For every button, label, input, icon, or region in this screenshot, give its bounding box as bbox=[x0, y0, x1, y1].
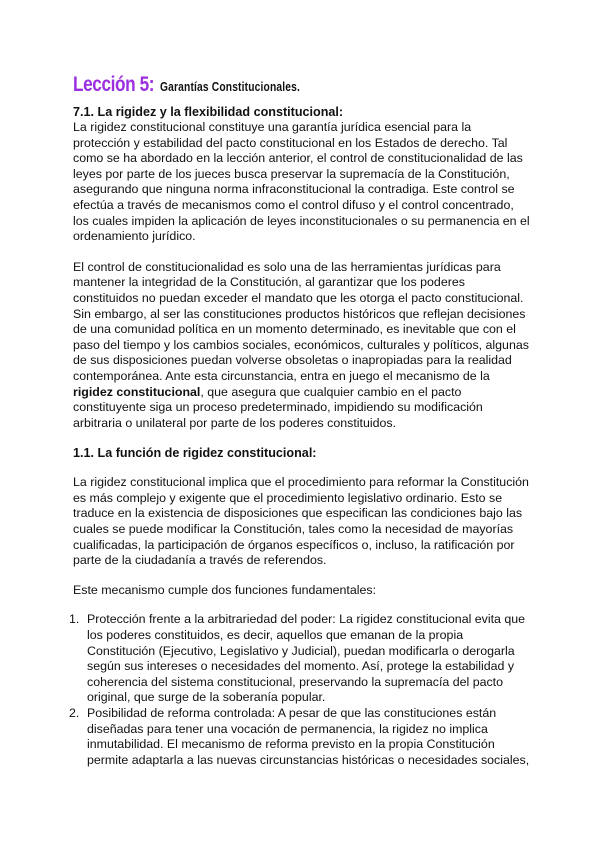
paragraph-procedimiento-reforma: La rigidez constitucional implica que el procedimiento para reformar la Constitución es más complejo y exigente que el procedimiento legislativo ordinario. Esto se traduce en la existencia de disposiciones que especifican las condiciones bajo las cuales se puede modificar la Constitución, tales como la necesidad de mayorías cualificadas, la participación de órganos específicos o, incluso, la ratificación por parte de la ciudadanía a través de referendos. bbox=[73, 475, 529, 568]
paragraph-spacer bbox=[73, 431, 531, 445]
paragraph-funciones-intro: Este mecanismo cumple dos funciones fundamentales: bbox=[73, 582, 377, 597]
paragraph-control-constitucionalidad bbox=[73, 260, 531, 432]
paragraph-spacer bbox=[73, 245, 531, 260]
lesson-title bbox=[73, 74, 531, 98]
lesson-subtitle: Garantías Constitucionales. bbox=[159, 80, 300, 94]
page-content bbox=[69, 73, 531, 768]
paragraph-spacer bbox=[73, 569, 531, 583]
paragraph-rigidez-intro: La rigidez constitucional constituye una garantía jurídica esencial para la protección y estabilidad del pacto constitucional en los Estados de derecho. Tal como se ha abordado en la lección anterior, el control de constitucionalidad de las leyes por parte de los jueces busca preservar la supremacía de la Constitución, asegurando que ninguna norma infraconstitucional la contradiga. Este control se efectúa a través de mecanismos como el control difuso y el control concentrado, los cuales impiden la aplicación de leyes inconstitucionales o su permanencia en el ordenamiento jurídico. bbox=[73, 120, 530, 244]
emphasis-rigidez-constitucional: rigidez constitucional bbox=[73, 384, 201, 399]
list-item-text: Protección frente a la arbitrariedad del poder: La rigidez constitucional evita que los poderes constituidos, es decir, aquellos que emanan de la propia Constitución (Ejecutivo, Legislativo y Judicial), puedan modificarla o derogarla según sus intereses o necesidades del momento. Así, protege la estabilidad y coherencia del sistema constitucional, preservando la supremacía del pacto original, que surge de la soberanía popular. bbox=[87, 612, 526, 705]
list-item bbox=[69, 706, 531, 768]
section-heading-rigidez-flexibilidad: 7.1. La rigidez y la flexibilidad constitucional: bbox=[73, 105, 344, 119]
paragraph-text-before: El control de constitucionalidad es solo una de las herramientas jurídicas para mantener la integridad de la Constitución, al garantizar que los poderes constituidos no puedan exceder el mandato que les otorga el pacto constitucional. Sin embargo, al ser las constituciones productos históricos que reflejan decisiones de una comunidad política en un momento determinado, es inevitable que con el paso del tiempo y los cambios sociales, económicos, culturales y políticos, algunas de sus disposiciones puedan volverse obsoletas o inapropiadas para la realidad contemporánea. Ante esta circunstancia, entra en juego el mecanismo de la bbox=[73, 259, 529, 383]
lesson-label: Lección 5: bbox=[73, 73, 155, 96]
paragraph-spacer bbox=[73, 461, 531, 475]
section-heading-funcion-rigidez: 1.1. La función de rigidez constitucional: bbox=[73, 446, 317, 461]
list-item-number: 2. bbox=[69, 706, 80, 720]
functions-list bbox=[69, 612, 531, 768]
list-item bbox=[69, 612, 531, 706]
paragraph-text-after: , que asegura que cualquier cambio en el pacto constituyente siga un proceso predeterminado, impidiendo su modificación arbitraria o unilateral por parte de los poderes constituidos. bbox=[73, 384, 483, 430]
list-item-number: 1. bbox=[69, 612, 80, 627]
list-item-text: Posibilidad de reforma controlada: A pesar de que las constituciones están diseñadas para tener una vocación de permanencia, la rigidez no implica inmutabilidad. El mecanismo de reforma previsto en la propia Constitución permite adaptarla a las nuevas circunstancias históricas o necesidades sociales, bbox=[87, 706, 530, 767]
paragraph-spacer bbox=[73, 598, 531, 612]
